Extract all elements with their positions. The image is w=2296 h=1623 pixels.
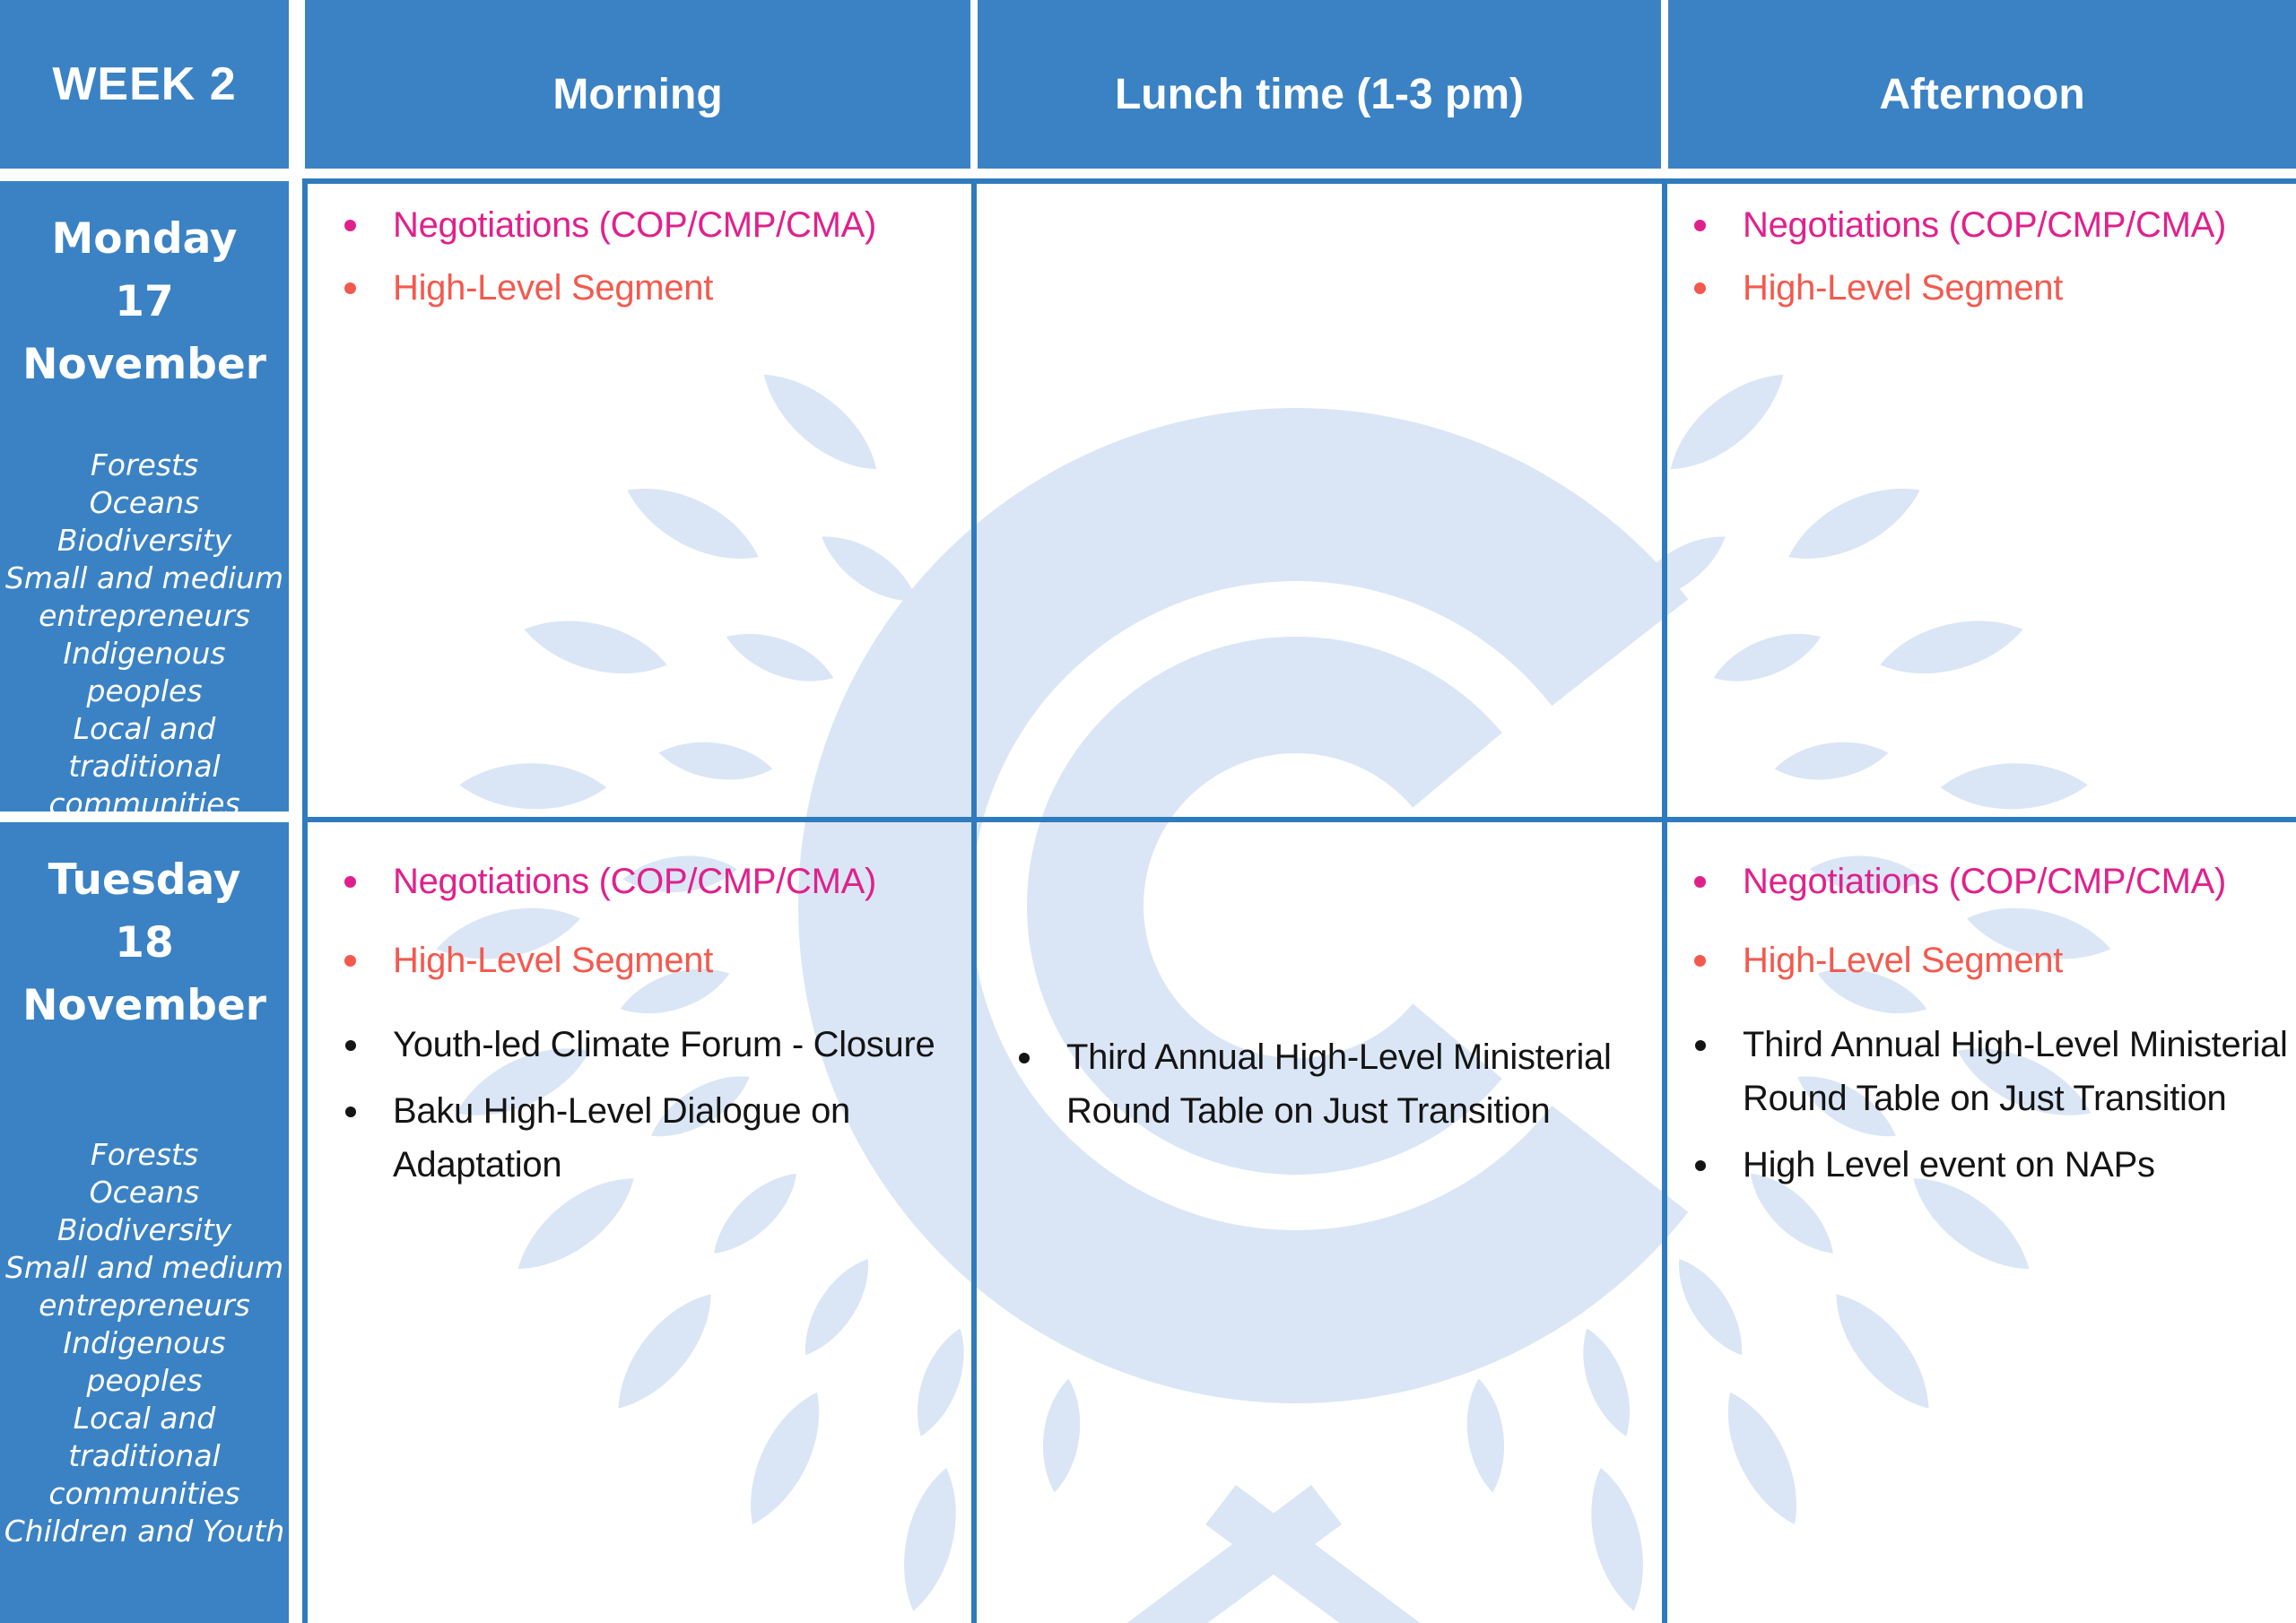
agenda-item-segment: High-Level Segment (1689, 933, 2292, 987)
day-themes-list (0, 447, 289, 861)
cell-tuesday-morning (308, 822, 971, 1623)
day-theme: Forests (90, 1137, 199, 1172)
agenda-item-segment: High-Level Segment (339, 933, 961, 987)
column-label-lunch: Lunch time (1-3 pm) (1114, 70, 1525, 118)
day-month: November (22, 981, 266, 1030)
agenda-list (339, 198, 961, 315)
cell-tuesday-lunch (977, 822, 1662, 1623)
agenda-list (1013, 1030, 1651, 1138)
agenda-item-event: Third Annual High-Level Ministerial Round Table on Just Transition (1013, 1030, 1651, 1138)
day-theme: Biodiversity (57, 1212, 232, 1247)
cell-monday-afternoon (1667, 184, 2296, 817)
agenda-item-event: Third Annual High-Level Ministerial Round Table on Just Transition (1689, 1018, 2292, 1125)
cell-monday-morning (308, 184, 971, 817)
week-label: WEEK 2 (52, 58, 237, 110)
column-label-afternoon: Afternoon (1879, 70, 2085, 118)
agenda-list (339, 855, 961, 1192)
day-theme: Local and traditional communities (48, 1401, 240, 1511)
day-panel-tuesday (0, 822, 289, 1623)
day-theme: Oceans (89, 1175, 200, 1210)
day-name: Monday (51, 214, 238, 264)
day-theme: Forests (90, 447, 199, 482)
agenda-item-negotiations: Negotiations (COP/CMP/CMA) (339, 855, 961, 908)
agenda-list (1689, 198, 2292, 315)
agenda-item-event: High Level event on NAPs (1689, 1138, 2292, 1192)
agenda-item-negotiations: Negotiations (COP/CMP/CMA) (339, 198, 961, 252)
agenda-item-negotiations: Negotiations (COP/CMP/CMA) (1689, 198, 2292, 252)
agenda-item-event: Baku High-Level Dialogue on Adaptation (339, 1084, 961, 1192)
header-morning-cell (305, 0, 970, 169)
day-theme: Indigenous peoples (63, 636, 226, 708)
day-date: 17 (115, 277, 174, 326)
agenda-list (1689, 855, 2292, 1192)
agenda-item-segment: High-Level Segment (1689, 261, 2292, 315)
agenda-item-event: Youth-led Climate Forum - Closure (339, 1018, 961, 1072)
day-name: Tuesday (48, 855, 241, 905)
day-theme: Children and Youth (4, 1514, 285, 1549)
agenda-item-negotiations: Negotiations (COP/CMP/CMA) (1689, 855, 2292, 908)
day-theme: Oceans (89, 485, 200, 520)
day-theme: Local and traditional communities (48, 711, 240, 821)
day-theme: Indigenous peoples (63, 1325, 226, 1398)
day-theme: Small and medium entrepreneurs (4, 560, 284, 633)
day-theme: Biodiversity (57, 523, 232, 558)
header-week-cell (0, 0, 289, 169)
column-label-morning: Morning (552, 70, 723, 118)
cell-monday-lunch (977, 184, 1662, 817)
day-title (0, 849, 289, 1037)
day-title (0, 208, 289, 396)
header-lunch-cell (978, 0, 1661, 169)
day-month: November (22, 340, 266, 389)
day-panel-monday (0, 181, 289, 821)
day-themes-list (0, 1136, 289, 1550)
day-date: 18 (115, 918, 174, 968)
header-afternoon-cell (1668, 0, 2296, 169)
agenda-item-segment: High-Level Segment (339, 261, 961, 315)
cell-tuesday-afternoon (1667, 822, 2296, 1623)
day-theme: Small and medium entrepreneurs (4, 1250, 284, 1323)
